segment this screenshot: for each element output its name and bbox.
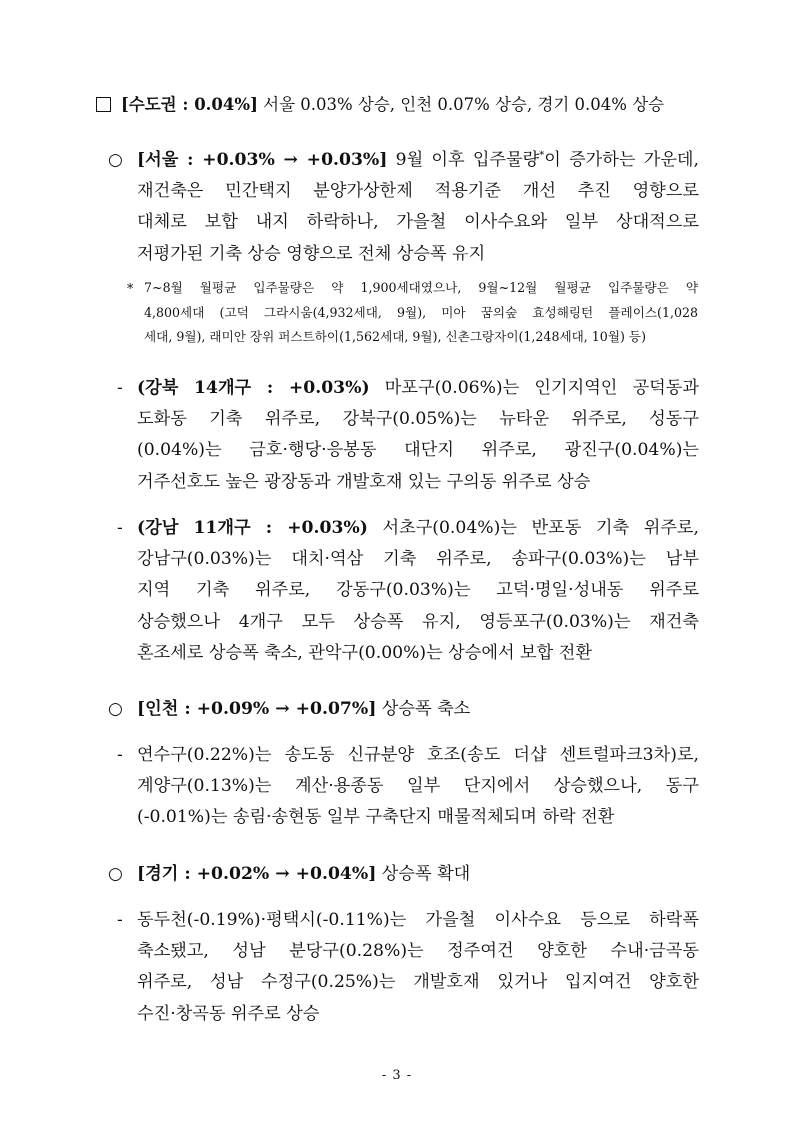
seoul-line-1: [서울 : +0.03% → +0.03%] 9월 이후 입주물량*이 증가하는 가운데,	[137, 150, 699, 170]
gyeonggi-line-4: 수진·창곡동 위주로 상승	[137, 1003, 320, 1024]
circle-bullet-icon: ○	[108, 699, 123, 719]
incheon-heading: [인천 : +0.09% → +0.07%] 상승폭 축소	[137, 699, 471, 719]
gyeonggi-line-3: 위주로, 성남 수정구(0.25%)는 개발호재 있거나 입지여건 양호한	[137, 972, 699, 993]
page-number: - 3 -	[381, 1068, 413, 1083]
gangnam-paragraph	[137, 513, 699, 669]
gyeonggi-line-2: 축소됐고, 성남 분당구(0.28%)는 정주여건 양호한 수내·금곡동	[137, 941, 699, 962]
seoul-line-3: 대체로 보합 내지 하락하나, 가을철 이사수요와 일부 상대적으로	[137, 212, 699, 233]
seoul-paragraph	[137, 145, 699, 270]
gyeonggi-line-1: 동두천(-0.19%)·평택시(-0.11%)는 가을철 이사수요 등으로 하락폭	[137, 910, 699, 930]
footnote-marker: *	[127, 281, 134, 296]
circle-bullet-icon: ○	[108, 150, 123, 170]
incheon-paragraph	[137, 740, 699, 834]
section-heading-capital-area	[96, 92, 706, 118]
incheon-line-1: 연수구(0.22%)는 송도동 신규분양 호조(송도 더샵 센트럴파크3차)로,	[137, 745, 699, 765]
dash-bullet: -	[117, 745, 123, 765]
footnote-mark: *	[539, 150, 545, 161]
gangbuk-paragraph	[137, 373, 699, 498]
dash-bullet: -	[117, 518, 123, 538]
gangnam-line-4: 상승했으나 4개구 모두 상승폭 유지, 영등포구(0.03%)는 재건축	[137, 611, 699, 632]
gyeonggi-paragraph	[137, 905, 699, 1030]
gangbuk-line-2: 도화동 기축 위주로, 강북구(0.05%)는 뉴타운 위주로, 성동구	[137, 409, 699, 430]
gangbuk-line-1: (강북 14개구 : +0.03%) 마포구(0.06%)는 인기지역인 공덕동과	[137, 378, 699, 398]
gyeonggi-title: [경기 : +0.02% → +0.04%]	[137, 864, 377, 884]
dash-bullet: -	[117, 378, 123, 398]
footnote-line: 세대, 9월), 래미안 장위 퍼스트하이(1,562세대, 9월), 신촌그랑자이(1,248세대, 10월) 등)	[144, 329, 646, 344]
footnote-text	[144, 276, 698, 350]
gangnam-line-1: (강남 11개구 : +0.03%) 서초구(0.04%)는 반포동 기축 위주로,	[137, 518, 699, 538]
seoul-title: [서울 : +0.03% → +0.03%]	[137, 150, 388, 170]
gangnam-title: (강남 11개구 : +0.03%)	[137, 518, 368, 538]
gyeonggi-heading: [경기 : +0.02% → +0.04%] 상승폭 확대	[137, 864, 471, 884]
heading-text: 서울 0.03% 상승, 인천 0.07% 상승, 경기 0.04% 상승	[257, 95, 665, 114]
incheon-line-3: (-0.01%)는 송림·송현동 일부 구축단지 매물적체되며 하락 전환	[137, 807, 615, 828]
gangnam-line-3: 지역 기축 위주로, 강동구(0.03%)는 고덕·명일·성내동 위주로	[137, 580, 699, 601]
seoul-line-2: 재건축은 민간택지 분양가상한제 적용기준 개선 추진 영향으로	[137, 181, 699, 202]
gangbuk-title: (강북 14개구 : +0.03%)	[137, 378, 370, 398]
incheon-line-2: 계양구(0.13%)는 계산·용종동 일부 단지에서 상승했으나, 동구	[137, 776, 699, 797]
gangnam-line-5: 혼조세로 상승폭 축소, 관악구(0.00%)는 상승에서 보합 전환	[137, 642, 592, 663]
gangnam-line-2: 강남구(0.03%)는 대치·역삼 기축 위주로, 송파구(0.03%)는 남부	[137, 549, 699, 570]
footnote-line: 7~8월 월평균 입주물량은 약 1,900세대였으나, 9월~12월 월평균 입주물량은 약	[144, 280, 698, 295]
dash-bullet: -	[117, 910, 123, 930]
circle-bullet-icon: ○	[108, 864, 123, 884]
gangbuk-line-3: (0.04%)는 금호·행당·응봉동 대단지 위주로, 광진구(0.04%)는	[137, 440, 699, 461]
gangbuk-line-4: 거주선호도 높은 광장동과 개발호재 있는 구의동 위주로 상승	[137, 471, 591, 492]
heading-bracket: [수도권 : 0.04%]	[121, 95, 258, 114]
footnote-line: 4,800세대 (고덕 그라시움(4,932세대, 9월), 미아 꿈의숲 효성해링턴 플레이스(1,028	[144, 304, 698, 320]
incheon-title: [인천 : +0.09% → +0.07%]	[137, 699, 377, 719]
checkbox-square-icon	[96, 97, 111, 112]
seoul-line-4: 저평가된 기축 상승 영향으로 전체 상승폭 유지	[137, 243, 486, 264]
